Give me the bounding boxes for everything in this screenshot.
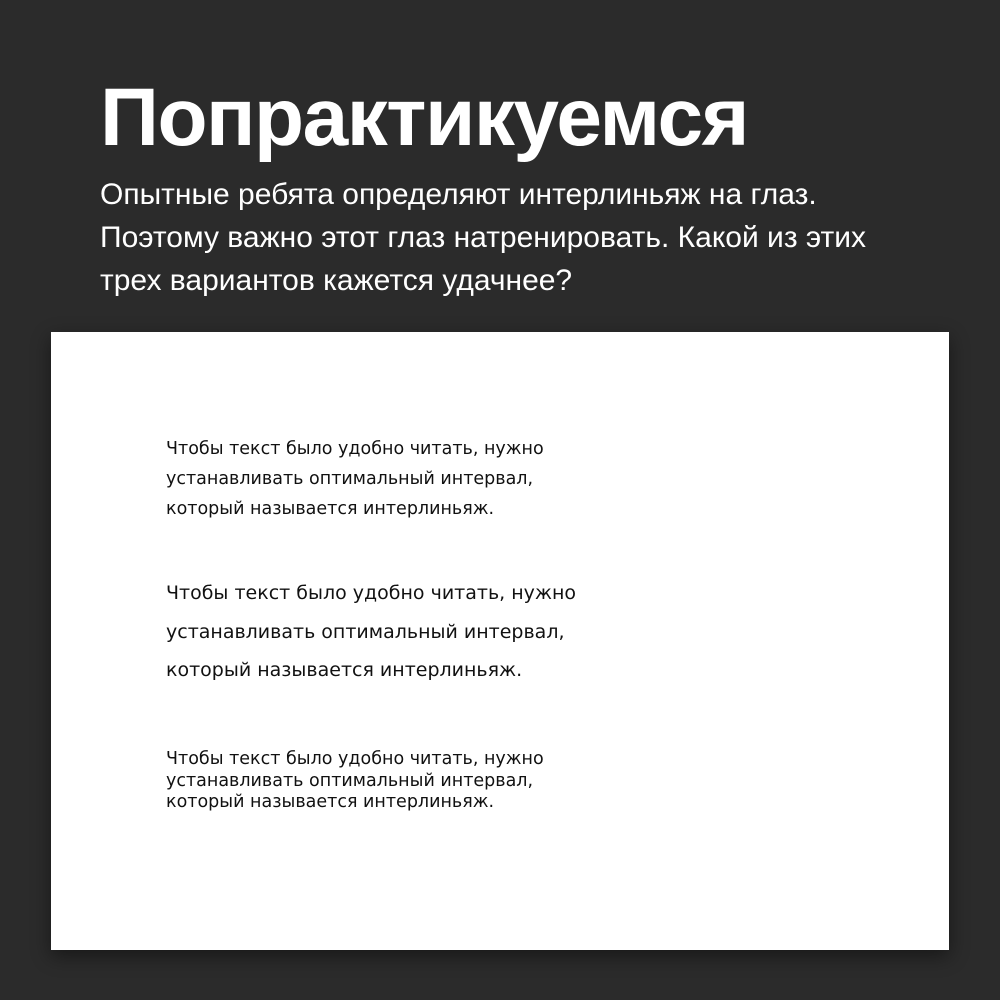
sample-line: Чтобы текст было удобно читать, нужно — [166, 749, 544, 769]
intro-line: Поэтому важно этот глаз натренировать. Какой из этих — [100, 221, 867, 254]
sample-medium-leading — [166, 434, 544, 524]
sample-line: устанавливать оптимальный интервал, — [166, 620, 565, 643]
examples-card — [51, 332, 949, 950]
sample-line: который называется интерлиньяж. — [166, 659, 523, 681]
page-title: Попрактикуемся — [100, 72, 748, 163]
sample-line: устанавливать оптимальный интервал, — [166, 469, 534, 489]
sample-line: Чтобы текст было удобно читать, нужно — [166, 439, 544, 459]
intro-line: Опытные ребята определяют интерлиньяж на глаз. — [100, 178, 817, 211]
sample-wide-leading — [166, 574, 576, 690]
sample-line: который называется интерлиньяж. — [166, 499, 495, 519]
intro-text — [100, 173, 960, 302]
sample-line: устанавливать оптимальный интервал, — [166, 770, 534, 791]
sample-tight-leading — [166, 749, 544, 814]
sample-line: который называется интерлиньяж. — [166, 792, 495, 812]
sample-line: Чтобы текст было удобно читать, нужно — [166, 582, 577, 604]
intro-line: трех вариантов кажется удачнее? — [100, 264, 573, 297]
